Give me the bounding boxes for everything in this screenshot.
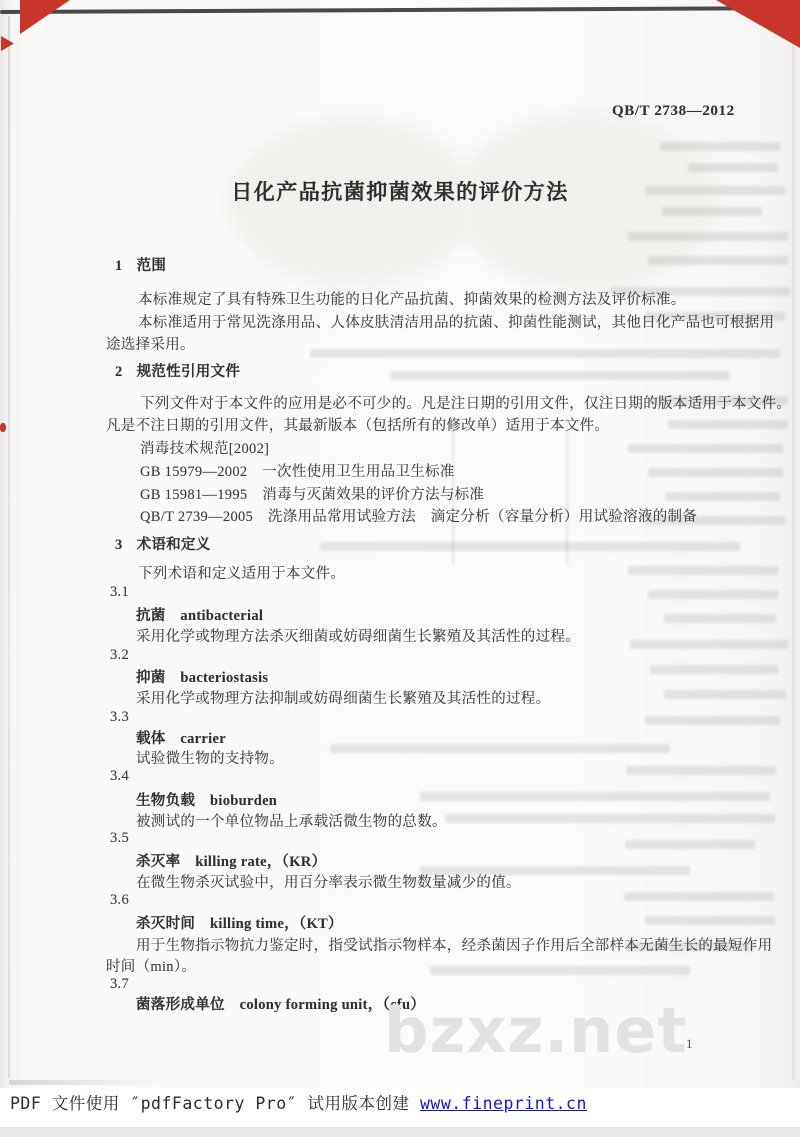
bleedthrough-artifact — [648, 256, 788, 265]
bleedthrough-artifact — [625, 840, 755, 849]
term-definition: 用于生物指示物抗力鉴定时，指受试指示物样本，经杀菌因子作用后全部样本无菌生长的最短作用 — [136, 938, 773, 954]
paragraph: 下列文件对于本文件的应用是必不可少的。凡是注日期的引用文件，仅注日期的版本适用于本文件。 — [140, 396, 792, 412]
section-number: 3 — [115, 537, 123, 553]
term-definition: 采用化学或物理方法杀灭细菌或妨碍细菌生长繁殖及其活性的过程。 — [136, 629, 580, 645]
bleedthrough-artifact — [662, 207, 762, 216]
scan-right-edge-line — [792, 10, 795, 1080]
term-name: 杀灭率 killing rate，（KR） — [136, 854, 327, 870]
bleedthrough-artifact — [624, 892, 774, 901]
reference-item: GB 15979—2002 一次性使用卫生用品卫生标准 — [140, 464, 455, 480]
reference-item: 消毒技术规范[2002] — [140, 441, 270, 457]
term-number: 3.4 — [110, 768, 130, 784]
section-title: 术语和定义 — [136, 537, 211, 553]
section-number: 1 — [115, 258, 123, 274]
bleedthrough-artifact — [628, 566, 778, 575]
term-name: 抗菌 antibacterial — [136, 608, 264, 624]
term-number: 3.2 — [110, 647, 130, 663]
paragraph: 本标准规定了具有特殊卫生功能的日化产品抗菌、抑菌效果的检测方法及评价标准。 — [138, 292, 686, 308]
bleedthrough-artifact — [650, 665, 778, 674]
term-number: 3.1 — [110, 584, 130, 600]
term-definition: 在微生物杀灭试验中，用百分率表示微生物数量减少的值。 — [136, 875, 521, 891]
term-definition: 时间（min）。 — [106, 959, 197, 975]
bleedthrough-artifact — [320, 542, 740, 551]
scan-bottom-corner-shadow — [9, 1080, 169, 1085]
term-name: 生物负载 bioburden — [136, 793, 278, 809]
term-number: 3.6 — [110, 892, 130, 908]
bleedthrough-artifact — [628, 232, 788, 241]
red-edge-dot — [0, 423, 6, 432]
section-2-heading — [115, 360, 240, 381]
bleedthrough-artifact — [390, 371, 730, 380]
page-number: 1 — [686, 1036, 693, 1051]
document-title: 日化产品抗菌抑菌效果的评价方法 — [231, 180, 569, 204]
bleedthrough-artifact — [310, 349, 780, 358]
term-name: 载体 carrier — [136, 731, 226, 747]
term-definition: 采用化学或物理方法抑制或妨碍细菌生长繁殖及其活性的过程。 — [136, 691, 551, 707]
bleedthrough-artifact — [445, 814, 775, 823]
paragraph: 凡是不注日期的引用文件，其最新版本（包括所有的修改单）适用于本文件。 — [106, 418, 610, 434]
bottom-scan-band — [0, 1127, 800, 1137]
bleedthrough-artifact — [628, 444, 783, 453]
section-title: 范围 — [136, 258, 167, 274]
bleedthrough-artifact — [688, 163, 778, 172]
bleedthrough-artifact — [566, 415, 568, 565]
term-name: 抑菌 bacteriostasis — [136, 670, 269, 686]
reference-item: GB 15981—1995 消毒与灭菌效果的评价方法与标准 — [140, 487, 485, 503]
term-number: 3.7 — [110, 976, 130, 992]
bleedthrough-artifact — [664, 690, 786, 699]
term-definition: 试验微生物的支持物。 — [136, 751, 284, 767]
term-definition: 被测试的一个单位物品上承载活微生物的总数。 — [136, 814, 447, 830]
standard-code: QB/T 2738—2012 — [612, 103, 735, 119]
term-name: 菌落形成单位 colony forming unit，（cfu） — [136, 997, 426, 1013]
section-3-heading — [115, 533, 211, 554]
pdf-creator-footer — [10, 1090, 587, 1114]
bleedthrough-artifact — [626, 766, 776, 775]
section-1-heading — [115, 254, 166, 275]
term-number: 3.3 — [110, 709, 130, 725]
paragraph: 下列术语和定义适用于本文件。 — [138, 566, 346, 582]
bleedthrough-artifact — [630, 640, 788, 649]
paragraph: 途选择采用。 — [106, 337, 195, 353]
bleedthrough-artifact — [430, 966, 690, 975]
term-name: 杀灭时间 killing time，（KT） — [136, 916, 343, 932]
bleedthrough-artifact — [420, 792, 770, 801]
term-number: 3.5 — [110, 830, 130, 846]
bleedthrough-artifact — [648, 468, 783, 477]
bleedthrough-artifact — [665, 492, 780, 501]
pdf-footer-text: PDF 文件使用 ″pdfFactory Pro″ 试用版本创建 — [10, 1094, 420, 1113]
reference-item: QB/T 2739—2005 洗涤用品常用试验方法 滴定分析（容量分析）用试验溶液的制备 — [140, 509, 698, 525]
fineprint-link[interactable]: www.fineprint.cn — [419, 1094, 587, 1113]
bleedthrough-artifact — [664, 614, 776, 623]
bleedthrough-artifact — [648, 590, 778, 599]
bleedthrough-artifact — [645, 716, 780, 725]
paragraph: 本标准适用于常见洗涤用品、人体皮肤清洁用品的抗菌、抑菌性能测试，其他日化产品也可根据用 — [138, 315, 775, 331]
bleedthrough-artifact — [645, 916, 775, 925]
bleedthrough-artifact — [660, 142, 780, 151]
section-number: 2 — [115, 364, 123, 380]
bleedthrough-artifact — [330, 744, 670, 753]
site-watermark: bzxz.net — [384, 994, 688, 1067]
section-title: 规范性引用文件 — [136, 364, 241, 380]
bleedthrough-artifact — [668, 420, 788, 429]
